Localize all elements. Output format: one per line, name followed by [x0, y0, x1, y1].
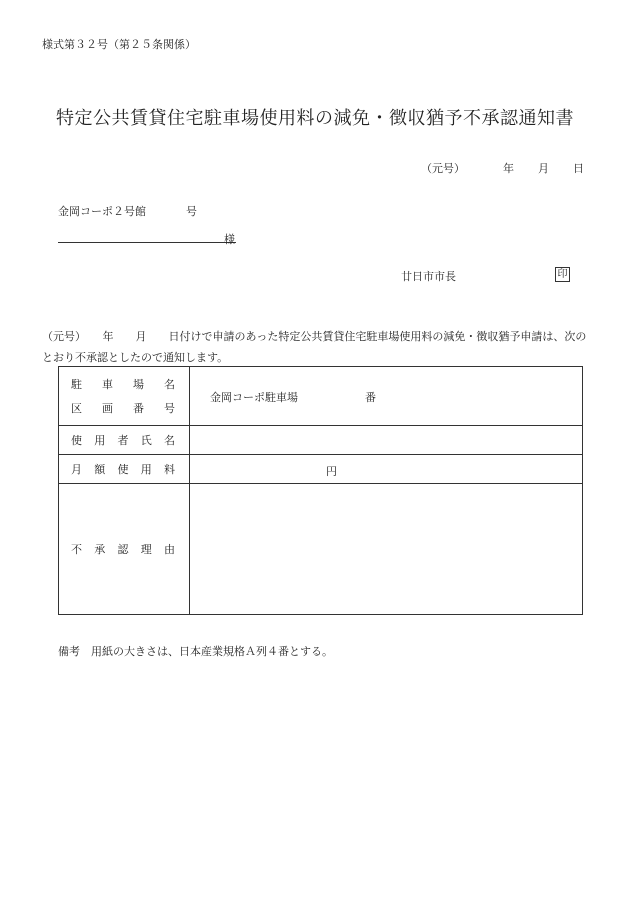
note: 備考 用紙の大きさは、日本産業規格Ａ列４番とする。: [58, 645, 333, 658]
user-name-field[interactable]: [190, 426, 583, 455]
addressee: [58, 203, 197, 219]
monthly-fee-field[interactable]: [190, 455, 583, 484]
form-number: 様式第３２号（第２５条関係）: [42, 38, 196, 51]
seal-box: 印: [555, 267, 570, 282]
label-section-number: 区 画 番 号: [71, 402, 175, 415]
document-title: 特定公共賃貸住宅駐車場使用料の減免・徴収猶予不承認通知書: [56, 108, 574, 129]
date-year: 年: [503, 162, 514, 175]
signer-title: 廿日市市長: [401, 270, 456, 283]
label-reason: 不 承 認 理 由: [59, 484, 190, 615]
addressee-honorific: 様: [224, 233, 235, 246]
parking-number-suffix: 番: [365, 391, 376, 404]
table-row-fee: [59, 455, 583, 484]
table-row-reason: [59, 484, 583, 615]
addressee-unit: 号: [186, 205, 197, 218]
table-row-parking: [59, 367, 583, 426]
label-parking: [59, 367, 190, 426]
yen-unit: 円: [326, 465, 337, 478]
date-line: [421, 160, 584, 176]
reason-field[interactable]: [190, 484, 583, 615]
table-row-user: [59, 426, 583, 455]
label-monthly-fee: 月 額 使 用 料: [59, 455, 190, 484]
parking-name: 金岡コーポ駐車場: [210, 391, 298, 404]
date-month: 月: [538, 162, 549, 175]
addressee-building: 金岡コーポ２号館: [58, 205, 146, 218]
parking-value-cell[interactable]: [190, 367, 583, 426]
date-era: （元号）: [421, 162, 465, 175]
label-user-name: 使 用 者 氏 名: [59, 426, 190, 455]
body-text: （元号） 年 月 日付けで申請のあった特定公共賃貸住宅駐車場使用料の減免・徴収猶予申請は、次のとおり不承認としたので通知します。: [42, 330, 587, 364]
info-table: [58, 366, 583, 615]
label-parking-name: 駐 車 場 名: [71, 378, 175, 391]
addressee-name-line[interactable]: [58, 242, 236, 243]
date-day: 日: [573, 162, 584, 175]
